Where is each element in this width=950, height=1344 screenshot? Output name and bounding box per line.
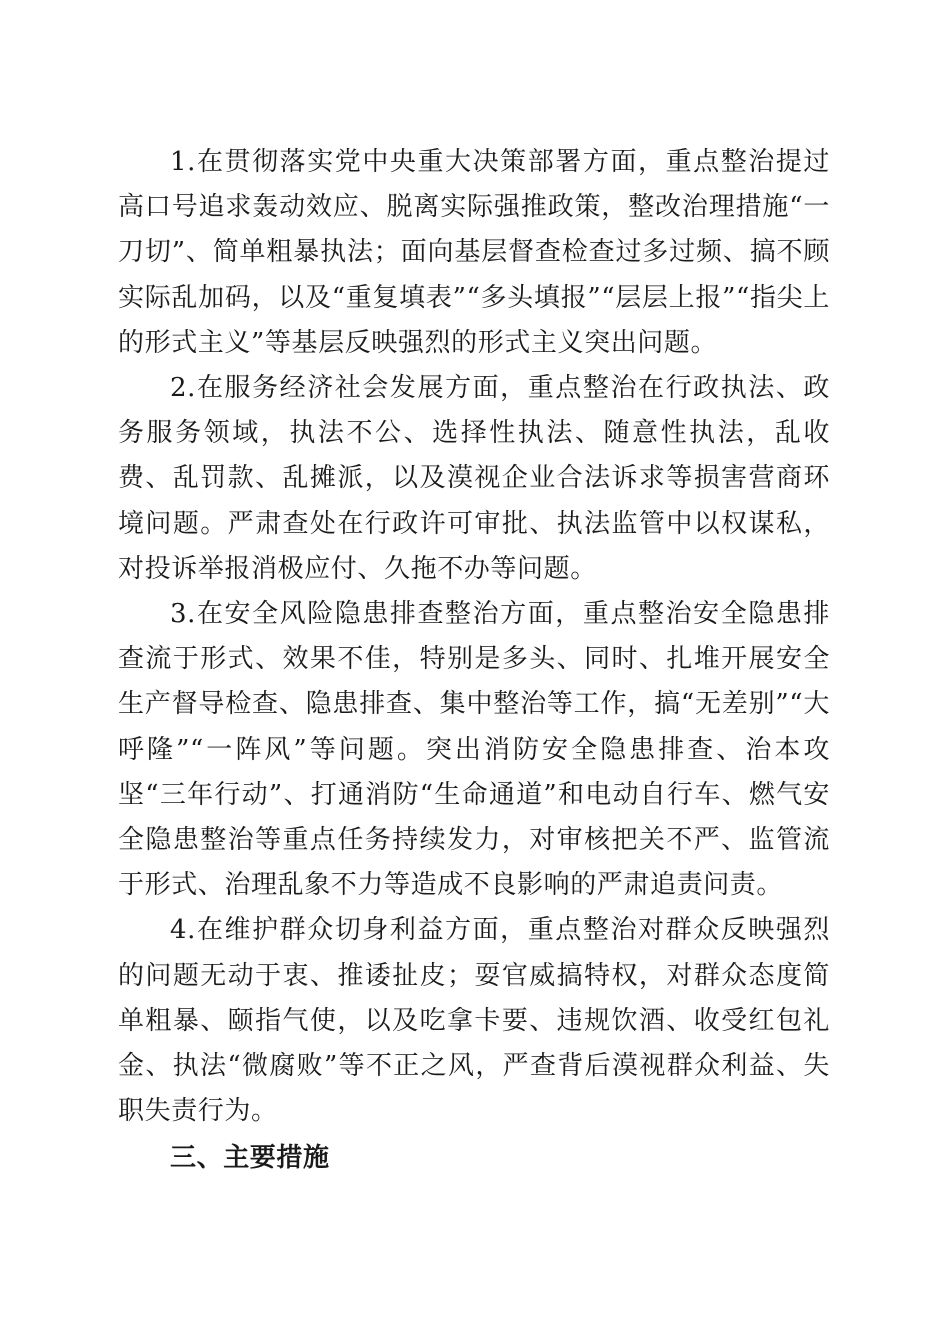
paragraph-2: 2.在服务经济社会发展方面，重点整治在行政执法、政务服务领域，执法不公、选择性执法、随意性执法，乱收费、乱罚款、乱摊派，以及漠视企业合法诉求等损害营商环境问题。严肃查处在行政许可审批、执法监管中以权谋私，对投诉举报消极应付、久拖不办等问题。 [118,373,830,584]
paragraph-1: 1.在贯彻落实党中央重大决策部署方面，重点整治提过高口号追求轰动效应、脱离实际强推政策，整改治理措施“一刀切”、简单粗暴执法；面向基层督查检查过多过频、搞不顾实际乱加码，以及“重复填表”“多头填报”“层层上报”“指尖上的形式主义”等基层反映强烈的形式主义突出问题。 [118,147,830,358]
document-body [118,140,830,1182]
section-heading: 三、主要措施 [170,1143,330,1174]
paragraph-3: 3.在安全风险隐患排查整治方面，重点整治安全隐患排查流于形式、效果不佳，特别是多头、同时、扎堆开展安全生产督导检查、隐患排查、集中整治等工作，搞“无差别”“大呼隆”“一阵风”等问题。突出消防安全隐患排查、治本攻坚“三年行动”、打通消防“生命通道”和电动自行车、燃气安全隐患整治等重点任务持续发力，对审核把关不严、监管流于形式、治理乱象不力等造成不良影响的严肃追责问责。 [118,599,830,901]
paragraph-4: 4.在维护群众切身利益方面，重点整治对群众反映强烈的问题无动于衷、推诿扯皮；耍官威搞特权，对群众态度简单粗暴、颐指气使，以及吃拿卡要、违规饮酒、收受红包礼金、执法“微腐败”等不正之风，严查背后漠视群众利益、失职失责行为。 [118,915,830,1127]
